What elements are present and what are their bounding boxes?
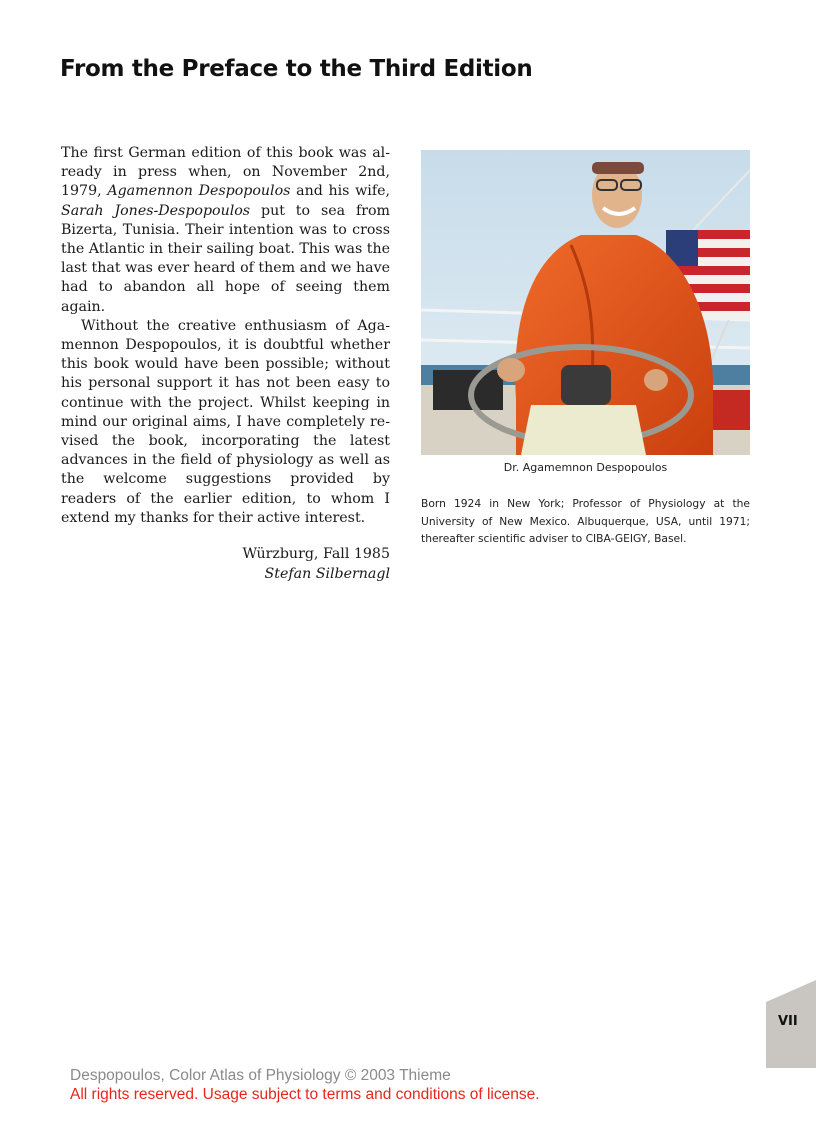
- photo-caption: Dr. Agamemnon Despopoulos: [503, 461, 668, 474]
- page-number: VII: [778, 1014, 798, 1029]
- p1-name-sarah: Sarah Jones-Despopoulos: [61, 202, 251, 219]
- p1-text-c: put to sea from Bizerta, Tunisia. Their intention was to cross the Atlantic in their sailing boat. This was the last that was ever heard of them and we have had to abandon all hope of seeing them again.: [61, 202, 390, 315]
- signature-place-date: Würzburg, Fall 1985: [242, 546, 390, 563]
- p1-name-agamennon: Agamennon Despopoulos: [107, 183, 291, 200]
- signature-author: Stefan Silbernagl: [264, 566, 390, 583]
- photo-biography: Born 1924 in New York; Professor of Physiology at the University of New Mexico. Albuquerque, USA, until 1971; thereafter scientific adviser to CIBA-GEIGY, Basel.: [421, 497, 750, 545]
- footer-license: All rights reserved. Usage subject to terms and conditions of license.: [70, 1086, 540, 1103]
- preface-text: [61, 144, 390, 584]
- preface-paragraph-2: Without the creative enthusiasm of Agamennon Despopoulos, it is doubtful whether this book would have been possible; without his personal support it has not been easy to continue with the project. Whilst keeping in mind our original aims, I have completely revised the book, incorporating the latest advances in the field of physiology as well as the welcome suggestions provided by readers of the earlier edition, to whom I extend my thanks for their active interest.: [61, 317, 390, 526]
- footer: [70, 1066, 540, 1104]
- signature-block: [61, 544, 390, 584]
- footer-copyright: Despopoulos, Color Atlas of Physiology © 2003 Thieme: [70, 1067, 451, 1084]
- p1-text-b: and his wife,: [290, 183, 390, 200]
- portrait-photo: [421, 150, 750, 455]
- page-title: From the Preface to the Third Edition: [60, 56, 533, 82]
- p1-text-a: The first German edition of this book was already in press when, on November 2nd, 1979,: [61, 145, 390, 200]
- portrait-photo-illustration: [421, 150, 750, 455]
- preface-paragraph-1: [61, 144, 390, 317]
